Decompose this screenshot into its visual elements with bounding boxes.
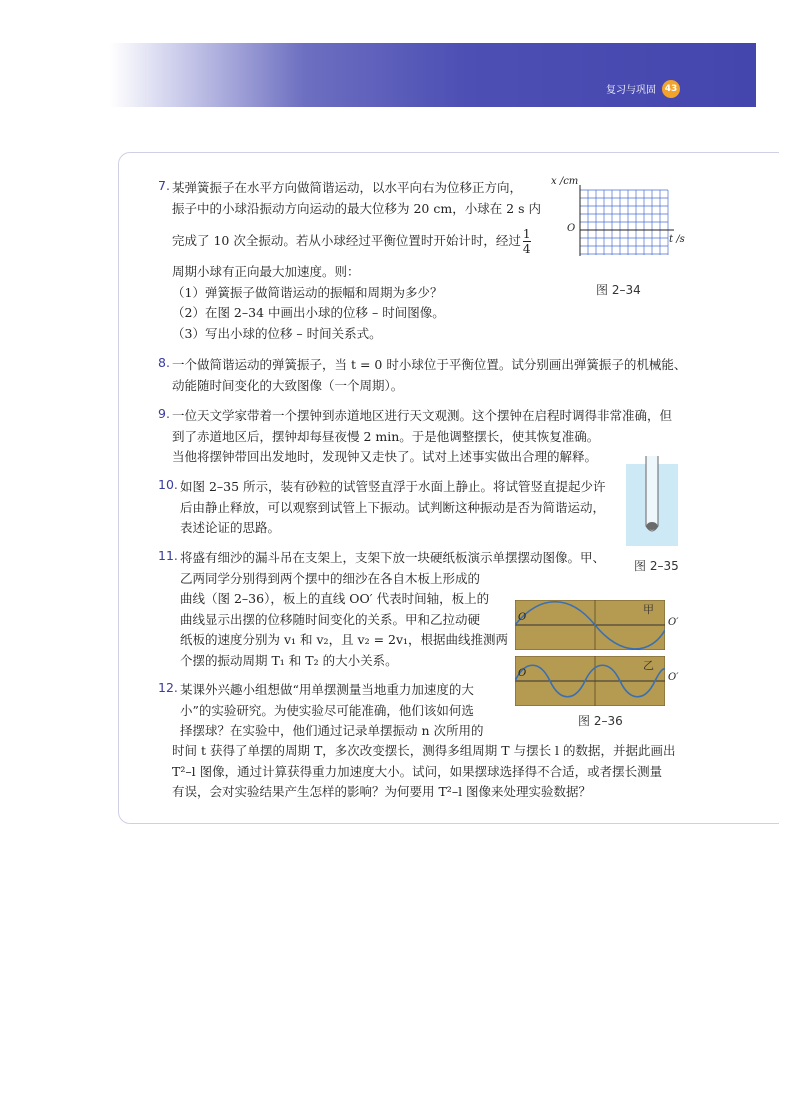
q7-line-4: 周期小球有正向最大加速度。则： <box>172 264 360 279</box>
question-number-11: 11. <box>158 548 178 563</box>
q11-line-6: 个摆的振动周期 T₁ 和 T₂ 的大小关系。 <box>180 652 398 668</box>
label-yi: 乙 <box>643 659 654 672</box>
grid-chart <box>560 180 690 260</box>
q7-sub-2: （2）在图 2–34 中画出小球的位移 – 时间图像。 <box>172 305 445 320</box>
axis-label-t: t /s <box>669 234 685 245</box>
q10-line-1: 如图 2–35 所示，装有砂粒的试管竖直浮于水面上静止。将试管竖直提起少许 <box>180 479 606 494</box>
header-banner <box>110 43 756 107</box>
q12-line-3: 择摆球？在实验中，他们通过记录单摆振动 n 次所用的 <box>180 723 484 738</box>
grid-lines <box>580 190 668 255</box>
caption-2-36: 图 2–36 <box>578 714 623 728</box>
q12-line-2: 小”的实验研究。为使实验尽可能准确，他们该如何选 <box>180 702 474 718</box>
question-8 <box>172 355 686 396</box>
q8-line-1: 一个做简谐运动的弹簧振子，当 t = 0 时小球位于平衡位置。试分别画出弹簧振子的机械能、 <box>172 357 687 372</box>
q9-line-3: 当他将摆钟带回出发地时，发现钟又走快了。试对上述事实做出合理的解释。 <box>172 449 598 464</box>
q11-line-5: 纸板的速度分别为 v₁ 和 v₂，且 v₂ = 2v₁，根据曲线推测两 <box>180 632 509 647</box>
q9-line-2: 到了赤道地区后，摆钟却每昼夜慢 2 min。于是他调整摆长，使其恢复准确。 <box>172 428 600 444</box>
board-b-o-label: O <box>518 668 527 679</box>
page-number-badge: 43 <box>662 80 680 98</box>
q12-line-4: 时间 t 获得了单摆的周期 T，多次改变摆长，测得多组周期 T 与摆长 l 的数据，并据此画出 <box>172 743 676 758</box>
board-a-o-prime-label: O′ <box>668 617 679 628</box>
q7-line-2: 振子中的小球沿振动方向运动的最大位移为 20 cm，小球在 2 s 内 <box>172 200 541 216</box>
caption-2-35: 图 2–35 <box>634 559 679 573</box>
origin-label: O <box>567 223 576 234</box>
fraction-one-quarter <box>523 227 531 256</box>
fraction-numerator: 1 <box>522 227 531 241</box>
test-tube-diagram <box>624 456 680 548</box>
q10-line-3: 表述论证的思路。 <box>180 520 281 535</box>
q12-line-6: 有误，会对实验结果产生怎样的影响？为何要用 T²–l 图像来处理实验数据？ <box>172 784 592 799</box>
q12-line-5: T²–l 图像，通过计算获得重力加速度大小。试问，如果摆球选择得不合适，或者摆长测量 <box>172 763 663 779</box>
q11-line-1: 将盛有细沙的漏斗吊在支架上，支架下放一块硬纸板演示单摆摆动图像。甲、 <box>180 550 606 565</box>
q7-sub-3: （3）写出小球的位移 – 时间关系式。 <box>172 325 382 341</box>
caption-2-34: 图 2–34 <box>596 283 641 297</box>
board-b-o-prime-label: O′ <box>668 672 679 683</box>
q7-sub-1: （1）弹簧振子做简谐运动的振幅和周期为多少？ <box>172 284 443 300</box>
q11-line-3: 曲线（图 2–36），板上的直线 OO′ 代表时间轴，板上的 <box>180 591 490 606</box>
axis-label-x: x /cm <box>551 176 579 187</box>
q8-line-2: 动能随时间变化的大致图像（一个周期）。 <box>172 377 404 393</box>
sand <box>647 522 658 530</box>
header-title: 复习与巩固 <box>606 85 656 96</box>
q11-line-4: 曲线显示出摆的位移随时间变化的关系。甲和乙拉动硬 <box>180 611 481 627</box>
question-9 <box>172 406 672 468</box>
question-10 <box>180 477 606 539</box>
q7-line-1: 某弹簧振子在水平方向做简谐运动，以水平向右为位移正方向， <box>172 180 523 195</box>
question-12 <box>180 680 484 742</box>
board-a-o-label: O <box>518 612 527 623</box>
q11-line-2: 乙两同学分别得到两个摆中的细沙在各自木板上形成的 <box>180 570 481 586</box>
question-number-12: 12. <box>158 680 178 695</box>
question-number-10: 10. <box>158 477 178 492</box>
question-7 <box>172 178 541 344</box>
question-number-8: 8. <box>158 355 170 370</box>
q7-line-3 <box>172 227 541 256</box>
label-jia: 甲 <box>643 603 654 616</box>
question-number-9: 9. <box>158 406 170 421</box>
q7-line-3-text: 完成了 10 次全振动。若从小球经过平衡位置时开始计时，经过 <box>172 233 521 248</box>
q12-line-1: 某课外兴趣小组想做“用单摆测量当地重力加速度的大 <box>180 682 474 697</box>
fraction-denominator: 4 <box>522 242 531 256</box>
question-12-continued <box>172 741 676 803</box>
q10-line-2: 后由静止释放，可以观察到试管上下振动。试判断这种振动是否为简谐运动， <box>180 499 606 515</box>
test-tube <box>646 456 658 531</box>
question-number-7: 7. <box>158 178 170 193</box>
q9-line-1: 一位天文学家带着一个摆钟到赤道地区进行天文观测。这个摆钟在启程时调得非常准确，但 <box>172 408 673 423</box>
